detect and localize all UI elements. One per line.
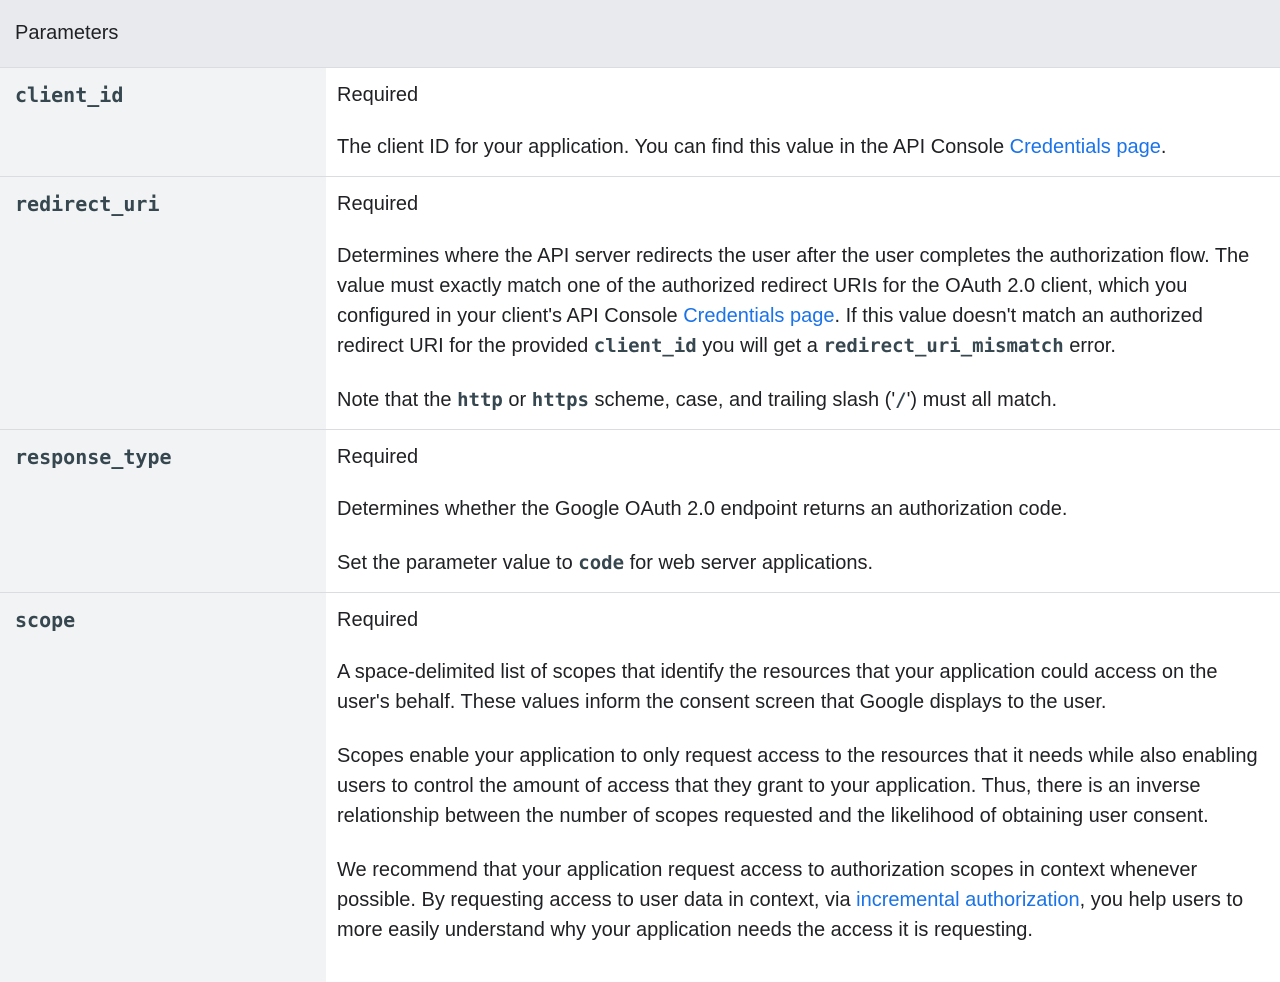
param-description-cell [326, 429, 1280, 592]
table-row-redirect-uri [0, 176, 1280, 429]
description-text: The client ID for your application. You can find this value in the API Console [337, 135, 1010, 158]
description-text: We recommend that your application request access to authorization scopes in context whenever possible. By requesting access to user data in context, via [337, 858, 1198, 911]
inline-code-http: http [457, 388, 503, 411]
description-text: Determines where the API server redirects the user after the user completes the authorization flow. The value must exactly match one of the authorized redirect URIs for the OAuth 2.0 client, which you configured in your client's API Console [337, 244, 1250, 327]
description-text: error. [1063, 334, 1116, 357]
description-text: or [502, 388, 532, 411]
table-header-row [0, 0, 1280, 67]
scope-relationship-note: Scopes enable your application to only request access to the resources that it needs while also enabling users to control the amount of access that they grant to your application. Thus, there is an inverse relationship between the number of scopes requested and the likelihood of obtaining user consent. [337, 744, 1258, 827]
required-label: Required [337, 83, 419, 106]
inline-code-https: https [531, 388, 589, 411]
param-description-cell [326, 592, 1280, 982]
client-id-description [337, 132, 1262, 162]
description-text: . If this value doesn't match an authorized redirect URI for the provided [337, 304, 1203, 357]
description-text: for web server applications. [624, 551, 874, 574]
table-row-response-type [0, 429, 1280, 592]
inline-code-client-id: client_id [593, 334, 697, 357]
required-label: Required [337, 445, 419, 468]
param-name-redirect-uri: redirect_uri [15, 191, 160, 216]
description-text: you will get a [696, 334, 824, 357]
scope-description: A space-delimited list of scopes that identify the resources that your application could access on the user's behalf. These values inform the consent screen that Google displays to the user. [337, 660, 1218, 713]
inline-code-redirect-uri-mismatch: redirect_uri_mismatch [823, 334, 1064, 357]
param-name-scope: scope [15, 607, 76, 632]
param-name-cell [0, 592, 326, 982]
param-name-cell [0, 176, 326, 429]
description-text: ') must all match. [906, 388, 1058, 411]
required-label: Required [337, 608, 419, 631]
description-text: scheme, case, and trailing slash (' [588, 388, 896, 411]
scope-recommendation [337, 855, 1262, 945]
param-description-cell [326, 176, 1280, 429]
table-row-client-id [0, 67, 1280, 176]
redirect-uri-note [337, 385, 1262, 415]
inline-code-code: code [578, 551, 625, 574]
description-text: Set the parameter value to [337, 551, 579, 574]
credentials-page-link[interactable]: Credentials page [683, 304, 835, 327]
table-row-scope [0, 592, 1280, 982]
param-name-cell [0, 67, 326, 176]
description-text: Note that the [337, 388, 458, 411]
param-name-client-id: client_id [15, 82, 124, 107]
credentials-page-link[interactable]: Credentials page [1009, 135, 1161, 158]
required-label: Required [337, 192, 419, 215]
incremental-authorization-link[interactable]: incremental authorization [856, 888, 1080, 911]
inline-code-slash: / [895, 388, 907, 411]
param-description-cell [326, 67, 1280, 176]
response-type-value-note [337, 548, 1262, 578]
response-type-description: Determines whether the Google OAuth 2.0 endpoint returns an authorization code. [337, 497, 1068, 520]
redirect-uri-description [337, 241, 1262, 361]
description-text: , you help users to more easily understand why your application needs the access it is requesting. [337, 888, 1244, 941]
table-header-title: Parameters [0, 0, 1280, 67]
param-name-cell [0, 429, 326, 592]
description-text: . [1160, 135, 1167, 158]
param-name-response-type: response_type [15, 444, 172, 469]
